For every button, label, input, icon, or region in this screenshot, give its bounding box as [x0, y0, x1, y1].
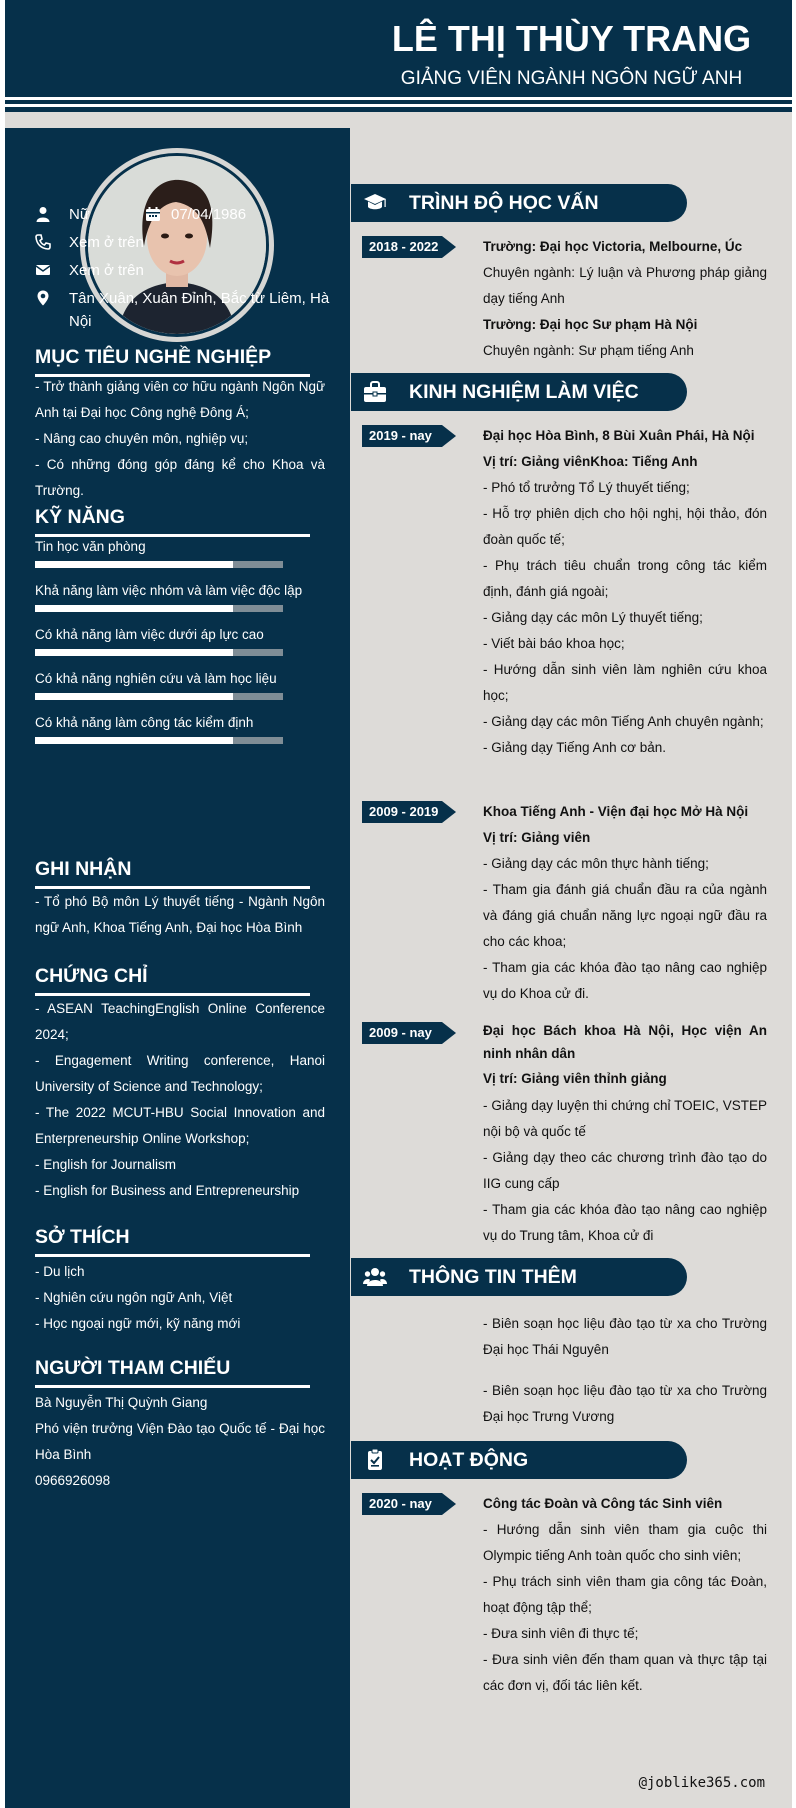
job-date: [362, 801, 456, 823]
skill-bar-fill: [35, 605, 233, 612]
phone-value: Xem ở trên: [69, 234, 144, 251]
hobby-line: - Nghiên cứu ngôn ngữ Anh, Việt: [35, 1290, 233, 1305]
reference-text: [35, 1390, 325, 1494]
skill-bar-fill: [35, 737, 233, 744]
certificate-line: - The 2022 MCUT-HBU Social Innovation and Enterpreneurship Online Workshop;: [35, 1105, 325, 1146]
objective-line: - Có những đóng góp đáng kể cho Khoa và Trường.: [35, 457, 325, 498]
activity-line: - Đưa sinh viên đi thực tế;: [483, 1626, 639, 1641]
hobbies-text: [35, 1259, 325, 1337]
job-duty: - Giảng dạy luyện thi chứng chỉ TOEIC, VSTEP nội bộ và quốc tế: [483, 1098, 767, 1139]
activity-line: - Phụ trách sinh viên tham gia công tác Đoàn, hoạt động tập thể;: [483, 1574, 767, 1615]
job-duty: - Tham gia các khóa đào tạo nâng cao nghiệp vụ do Trung tâm, Khoa cử đi: [483, 1202, 767, 1243]
experience-heading: KINH NGHIỆM LÀM VIỆC: [409, 381, 639, 403]
education-details: [483, 234, 767, 364]
objective-heading: MỤC TIÊU NGHỀ NGHIỆP: [35, 346, 310, 377]
activity-title: Công tác Đoàn và Công tác Sinh viên: [483, 1496, 723, 1511]
header-rule-bottom: [5, 104, 792, 107]
sidebar: [5, 128, 350, 1808]
school-name: Trường: Đại học Sư phạm Hà Nội: [483, 317, 698, 332]
hobby-line: - Du lịch: [35, 1264, 85, 1279]
activities-heading: HOẠT ĐỘNG: [409, 1449, 529, 1471]
activity-date: [362, 1493, 456, 1515]
school-name: Trường: Đại học Victoria, Melbourne, Úc: [483, 239, 743, 254]
job-duty: - Giảng dạy các môn thực hành tiếng;: [483, 856, 709, 871]
major: Chuyên ngành: Lý luận và Phương pháp giảng dạy tiếng Anh: [483, 265, 767, 306]
resume-page: [5, 0, 792, 1808]
skill-bar: [35, 605, 283, 612]
job-date: [362, 425, 456, 447]
skill-label: Có khả năng làm việc dưới áp lực cao: [35, 627, 264, 642]
job-position: Vị trí: Giảng viên thỉnh giảng: [483, 1071, 667, 1086]
job-date-text: 2009 - nay: [369, 1025, 432, 1040]
experience-heading-bar: [351, 373, 687, 411]
objective-text: [35, 374, 325, 504]
skill-label: Có khả năng làm công tác kiểm định: [35, 715, 254, 730]
job-position: Vị trí: Giảng viên: [483, 830, 591, 845]
education-heading: TRÌNH ĐỘ HỌC VẤN: [409, 192, 599, 214]
job-duty: - Hỗ trợ phiên dịch cho hội nghị, hội thảo, đón đoàn quốc tế;: [483, 506, 767, 547]
certificate-line: - English for Journalism: [35, 1157, 177, 1172]
job-date-text: 2019 - nay: [369, 428, 432, 443]
job-details: [483, 799, 767, 1007]
gender-value: Nữ: [69, 206, 90, 223]
user-icon: [35, 206, 51, 222]
birthdate-value: 07/04/1986: [171, 206, 247, 223]
job-duty: - Giảng dạy Tiếng Anh cơ bản.: [483, 740, 666, 755]
skill-bar-fill: [35, 561, 233, 568]
job-duty: - Giảng dạy các môn Tiếng Anh chuyên ngành;: [483, 714, 764, 729]
job-duty: - Phó tổ trưởng Tổ Lý thuyết tiếng;: [483, 480, 690, 495]
users-icon: [363, 1266, 387, 1288]
job-details: [483, 1019, 767, 1249]
job-date: [362, 1022, 456, 1044]
activities-heading-bar: [351, 1441, 687, 1479]
major: Chuyên ngành: Sư phạm tiếng Anh: [483, 343, 694, 358]
objective-line: - Nâng cao chuyên môn, nghiệp vụ;: [35, 431, 249, 446]
job-duty: - Tham gia đánh giá chuẩn đầu ra của ngành và đáng giá chuẩn năng lực ngoại ngữ đầu ra cho các khoa;: [483, 882, 767, 949]
certificate-line: - English for Business and Entrepreneurship: [35, 1183, 300, 1198]
skill-bar: [35, 649, 283, 656]
activity-line: - Đưa sinh viên đến tham quan và thực tập tại các đơn vị, đối tác liên kết.: [483, 1652, 767, 1693]
reference-heading: NGƯỜI THAM CHIẾU: [35, 1357, 310, 1388]
reference-line: Phó viện trưởng Viện Đào tạo Quốc tế - Đại học Hòa Bình: [35, 1421, 325, 1462]
badge-icon: [363, 1449, 387, 1471]
briefcase-icon: [363, 381, 387, 403]
hobbies-heading: SỞ THÍCH: [35, 1226, 310, 1257]
recognition-heading: GHI NHẬN: [35, 858, 310, 889]
education-heading-bar: [351, 184, 687, 222]
skill-bar-fill: [35, 693, 233, 700]
certificates-text: [35, 996, 325, 1204]
hobby-line: - Học ngoại ngữ mới, kỹ năng mới: [35, 1316, 241, 1331]
envelope-icon: [35, 262, 51, 278]
skill-bar-fill: [35, 649, 233, 656]
extra-line: - Biên soạn học liệu đào tạo từ xa cho Trường Đại học Thái Nguyên: [483, 1316, 767, 1357]
extra-heading-bar: [351, 1258, 687, 1296]
job-org: Khoa Tiếng Anh - Viện đại học Mở Hà Nội: [483, 804, 749, 819]
activity-date-text: 2020 - nay: [369, 1496, 432, 1511]
objective-line: - Trở thành giảng viên cơ hữu ngành Ngôn Ngữ Anh tại Đại học Công nghệ Đông Á;: [35, 379, 325, 420]
job-duty: - Phụ trách tiêu chuẩn trong công tác kiểm định, đánh giá ngoài;: [483, 558, 767, 599]
certificates-heading: CHỨNG CHỈ: [35, 965, 310, 996]
job-position: Vị trí: Giảng viênKhoa: Tiếng Anh: [483, 454, 698, 469]
skills-heading: KỸ NĂNG: [35, 506, 310, 537]
job-org: Đại học Bách khoa Hà Nội, Học viện An ninh nhân dân: [483, 1023, 767, 1061]
job-duty: - Hướng dẫn sinh viên làm nghiên cứu khoa học;: [483, 662, 767, 703]
skill-bar: [35, 561, 283, 568]
reference-line: Bà Nguyễn Thị Quỳnh Giang: [35, 1395, 208, 1410]
candidate-name: LÊ THỊ THÙY TRANG: [391, 18, 752, 59]
education-date-text: 2018 - 2022: [369, 239, 439, 254]
certificate-line: - Engagement Writing conference, Hanoi University of Science and Technology;: [35, 1053, 325, 1094]
skill-label: Khả năng làm việc nhóm và làm việc độc lập: [35, 583, 303, 598]
calendar-icon: [145, 206, 161, 222]
education-date: [362, 236, 456, 258]
job-duty: - Tham gia các khóa đào tạo nâng cao nghiệp vụ do Khoa cử đi.: [483, 960, 767, 1001]
job-details: [483, 423, 767, 761]
phone-icon: [35, 234, 51, 250]
job-duty: - Giảng dạy các môn Lý thuyết tiếng;: [483, 610, 703, 625]
reference-line: 0966926098: [35, 1473, 111, 1488]
recognition-text: [35, 889, 325, 941]
header-rule-top: [5, 97, 792, 100]
job-duty: - Viết bài báo khoa học;: [483, 636, 625, 651]
email-value: Xem ở trên: [69, 262, 144, 279]
job-date-text: 2009 - 2019: [369, 804, 439, 819]
job-duty: - Giảng dạy theo các chương trình đào tạo do IIG cung cấp: [483, 1150, 767, 1191]
certificate-line: - ASEAN TeachingEnglish Online Conference 2024;: [35, 1001, 325, 1042]
job-org: Đại học Hòa Bình, 8 Bùi Xuân Phái, Hà Nội: [483, 428, 755, 443]
extra-item: [483, 1378, 767, 1430]
skill-label: Có khả năng nghiên cứu và làm học liệu: [35, 671, 277, 686]
address-value: Tân Xuân, Xuân Đỉnh, Bắc từ Liêm, Hà Nội: [69, 290, 330, 330]
skill-label: Tin học văn phòng: [35, 539, 146, 554]
extra-line: - Biên soạn học liệu đào tạo từ xa cho Trường Đại học Trưng Vương: [483, 1383, 767, 1424]
extra-item: [483, 1311, 767, 1363]
map-pin-icon: [35, 290, 51, 306]
activity-details: [483, 1491, 767, 1699]
graduation-cap-icon: [363, 192, 387, 214]
site-watermark: @joblike365.com: [638, 1775, 765, 1791]
skill-bar: [35, 693, 283, 700]
activity-line: - Hướng dẫn sinh viên tham gia cuộc thi Olympic tiếng Anh toàn quốc cho sinh viên;: [483, 1522, 767, 1563]
candidate-title: GIẢNG VIÊN NGÀNH NGÔN NGỮ ANH: [400, 68, 743, 89]
recognition-line: - Tổ phó Bộ môn Lý thuyết tiếng - Ngành Ngôn ngữ Anh, Khoa Tiếng Anh, Đại học Hòa Bình: [35, 894, 325, 935]
skill-bar: [35, 737, 283, 744]
extra-heading: THÔNG TIN THÊM: [409, 1266, 577, 1288]
